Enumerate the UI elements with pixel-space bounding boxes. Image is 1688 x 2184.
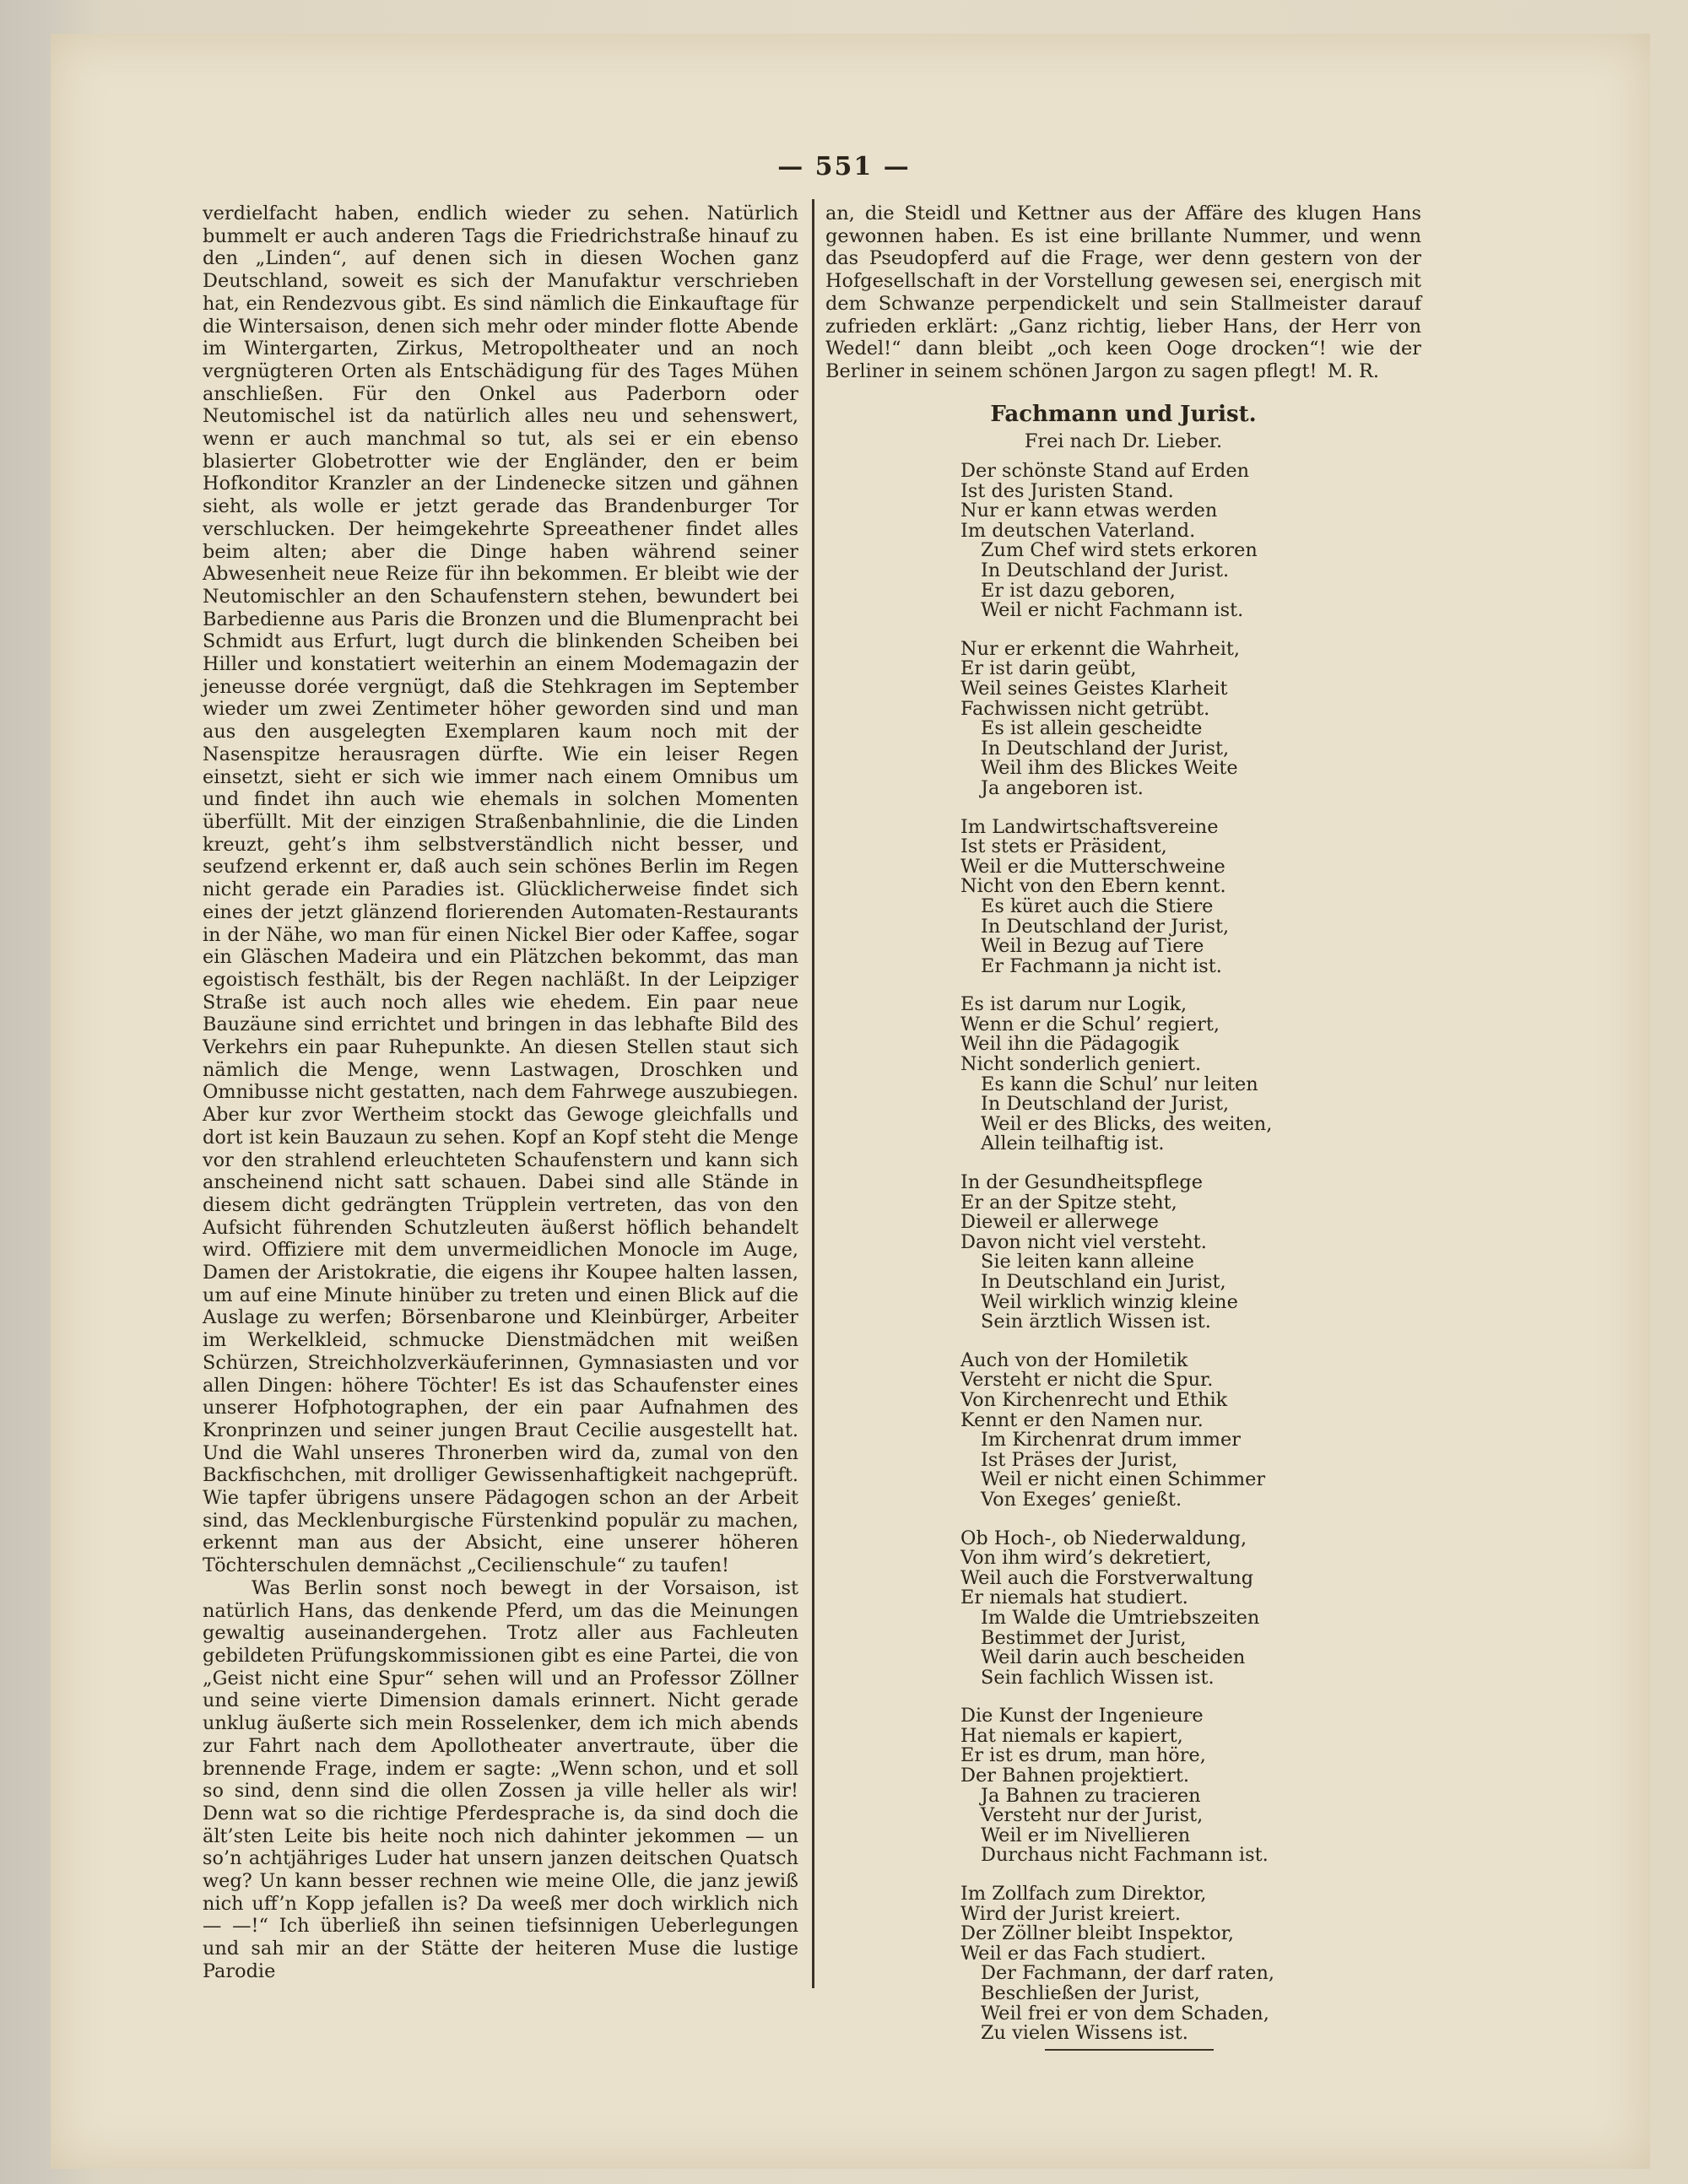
- poem-line: Ist Präses der Jurist,: [981, 1448, 1178, 1471]
- poem-stanza: [960, 462, 1421, 621]
- poem-line: Im Walde die Umtriebszeiten: [981, 1606, 1260, 1629]
- poem-line: Nur er kann etwas werden: [960, 500, 1218, 522]
- poem-line: Ist des Juristen Stand.: [960, 479, 1174, 502]
- poem-line: In Deutschland ein Jurist,: [981, 1271, 1226, 1294]
- poem-line: Dieweil er allerwege: [960, 1211, 1159, 1234]
- article-paragraph-1: verdielfacht haben, endlich wieder zu sehen. Natürlich bummelt er auch anderen Tags die Friedrichstraße hinauf zu den „Linden“, auf denen sich in diesen Wochen ganz Deutschland, soweit es sich der Manufaktur verschrieben hat, ein Rendezvous gibt. Es sind nämlich die Einkauftage für die Wintersaison, denen sich mehr oder minder flotte Abende im Wintergarten, Zirkus, Metropoltheater und an noch vergnügteren Orten als Entschädigung für des Tages Mühen anschließen. Für den Onkel aus Paderborn oder Neutomischel ist da natürlich alles neu und sehenswert, wenn er auch manchmal so tut, als sei er ein ebenso blasierter Globetrotter wie der Engländer, den er beim Hofkonditor Kranzler an der Lindenecke sitzen und gähnen sieht, als wolle er jetzt gerade das Brandenburger Tor verschlucken. Der heimgekehrte Spreeathener findet alles beim alten; aber die Dinge haben während seiner Abwesenheit neue Reize für ihn bekommen. Er bleibt wie der Neutomischler an den Schaufenstern stehen, bewundert bei Barbedienne aus Paris die Bronzen und die Blumenpracht bei Schmidt aus Erfurt, lugt durch die blinkenden Scheiben bei Hiller und konstatiert weiterhin an einem Modemagazin der jeneusse dorée vergnügt, daß die Stehkragen im September wieder um zwei Zentimeter höher geworden sind und man aus den ausgelegten Exemplaren kaum noch mit der Nasenspitze herausragen dürfte. Wie ein leiser Regen einsetzt, sieht er sich wie immer nach einem Omnibus um und findet ihn auch wie ehemals in solchen Momenten überfüllt. Mit der einzigen Straßenbahnlinie, die die Linden kreuzt, geht’s ihm selbstverständlich nicht besser, und seufzend erkennt er, daß auch sein schönes Berlin im Regen nicht gerade ein Paradies ist. Glücklicherweise findet sich eines der jetzt glänzend florierenden Automaten-Restaurants in der Nähe, wo man für einen Nickel Bier oder Kaffee, sogar ein Gläschen Madeira und ein Plätzchen bekommt, das man egoistisch festhält, bis der Regen nachläßt. In der Leipziger Straße ist auch noch alles wie ehedem. Ein paar neue Bauzäune sind errichtet und bringen in das lebhafte Bild des Verkehrs ein paar Ruhepunkte. An diesen Stellen staut sich nämlich die Menge, wenn Lastwagen, Droschken und Omnibusse nicht gestatten, nach dem Fahrwege auszubiegen. Aber kur zvor Wertheim stockt das Gewoge gleichfalls und dort ist kein Bauzaun zu sehen. Kopf an Kopf steht die Menge vor den strahlend erleuchteten Schaufenstern und kann sich anscheinend nicht satt schauen. Dabei sind alle Stände in diesem dicht gedrängten Trüpplein vertreten, das von den Aufsicht führenden Schutzleuten äußerst höflich behandelt wird. Offiziere mit dem unvermeidlichen Monocle im Auge, Damen der Aristokratie, die eigens ihr Koupee halten lassen, um auf eine Minute hinüber zu treten und einen Blick auf die Auslage zu werfen; Börsenbarone und Kleinbürger, Arbeiter im Werkelkleid, schmucke Dienstmädchen mit weißen Schürzen, Streichholzverkäuferinnen, Gymnasiasten und vor allen Dingen: höhere Töchter! Es ist das Schaufenster eines unserer Hofphotographen, der ein paar Aufnahmen des Kronprinzen und seiner jungen Braut Cecilie ausgestellt hat. Und die Wahl unseres Thronerben wird da, zumal von den Backfischchen, mit drolliger Gewissenhaftigkeit nachgeprüft. Wie tapfer übrigens unsere Pädagogen schon an der Arbeit sind, das Mecklenburgische Fürstenkind populär zu machen, erkennt man aus der Absicht, eine unserer höheren Töchterschulen demnächst „Cecilienschule“ zu taufen!: [203, 203, 798, 1577]
- poem-stanza: [960, 995, 1421, 1154]
- poem-line: Weil wirklich winzig kleine: [981, 1290, 1238, 1313]
- poem-line: Weil er des Blicks, des weiten,: [981, 1112, 1273, 1135]
- poem-line: Ob Hoch-, ob Niederwaldung,: [960, 1527, 1247, 1549]
- poem-line: In der Gesundheitspflege: [960, 1171, 1204, 1194]
- poem-line: Er ist es drum, man höre,: [960, 1744, 1206, 1767]
- poem-line: Fachwissen nicht getrübt.: [960, 697, 1210, 720]
- poem-line: Weil er nicht einen Schimmer: [981, 1468, 1266, 1491]
- poem-line: Sie leiten kann alleine: [981, 1251, 1194, 1273]
- poem-line: Es ist allein gescheidte: [981, 717, 1203, 740]
- poem-line: Ist stets er Präsident,: [960, 835, 1167, 858]
- poem-line: Hat niemals er kapiert,: [960, 1724, 1183, 1747]
- poem-line: In Deutschland der Jurist,: [981, 1093, 1230, 1116]
- poem-line: Er ist dazu geboren,: [981, 579, 1176, 602]
- page-number: — 551 —: [777, 152, 911, 181]
- poem-line: Weil darin auch bescheiden: [981, 1646, 1246, 1669]
- poem-stanza: [960, 1529, 1421, 1689]
- poem-line: Weil ihn die Pädagogik: [960, 1033, 1179, 1056]
- poem-line: Beschließen der Jurist,: [981, 1982, 1200, 2005]
- poem-line: Im deutschen Vaterland.: [960, 519, 1196, 542]
- poem-title: Fachmann und Jurist.: [990, 401, 1257, 427]
- poem-line: Weil ihm des Blickes Weite: [981, 757, 1238, 780]
- poem-line: Versteht er nicht die Spur.: [960, 1369, 1214, 1392]
- poem-line: Es ist darum nur Logik,: [960, 993, 1188, 1016]
- poem-line: Im Zollfach zum Direktor,: [960, 1883, 1207, 1906]
- poem-stanza: [960, 1884, 1421, 2044]
- poem-line: Der Fachmann, der darf raten,: [981, 1962, 1275, 1985]
- poem-line: Weil er nicht Fachmann ist.: [981, 599, 1244, 622]
- poem-line: Nur er erkennt die Wahrheit,: [960, 637, 1240, 660]
- poem-line: Weil er die Mutterschweine: [960, 855, 1225, 878]
- poem-line: Der Zöllner bleibt Inspektor,: [960, 1922, 1234, 1945]
- poem-subtitle: Frei nach Dr. Lieber.: [1024, 430, 1223, 453]
- poem-line: Wird der Jurist kreiert.: [960, 1902, 1181, 1925]
- poem-stanza: [960, 1351, 1421, 1511]
- poem-stanza: [960, 815, 1421, 977]
- poem-line: Weil seines Geistes Klarheit: [960, 677, 1228, 700]
- poem-line: Es kann die Schul’ nur leiten: [981, 1073, 1258, 1095]
- article-paragraph-2: Was Berlin sonst noch bewegt in der Vorsaison, ist natürlich Hans, das denkende Pferd, um das die Meinungen gewaltig auseinandergehen. Trotz aller aus Fachleuten gebildeten Prüfungskommissionen gibt es eine Partei, die von „Geist nicht eine Spur“ sehen will und an Professor Zöllner und seine vierte Dimension damals erinnert. Nicht gerade unklug äußerte sich mein Rosselenker, dem ich mich abends zur Fahrt nach dem Apollotheater anvertraute, über die brennende Frage, indem er sagte: „Wenn schon, und et soll so sind, denn sind die ollen Zossen ja ville heller als wir! Denn wat so die richtige Pferdesprache is, da sind doch die ält’sten Leite bis heite noch nich dahinter jekommen — un so’n achtjähriges Luder hat unsern janzen deitschen Quatsch weg? Un kann besser rechnen wie meine Olle, die janz jewiß nich uff’n Kopp jefallen is? Da weeß mer doch wirklich nich — —!“ Ich überließ ihn seinen tiefsinnigen Ueberlegungen und sah mir an der Stätte der heiteren Muse die lustige Parodie: [203, 1576, 798, 1982]
- poem-line: Er ist darin geübt,: [960, 657, 1137, 680]
- poem-line: Weil auch die Forstverwaltung: [960, 1566, 1254, 1589]
- poem-line: Von Kirchenrecht und Ethik: [960, 1388, 1228, 1411]
- poem-stanza: [960, 637, 1421, 799]
- poem-line: Zum Chef wird stets erkoren: [981, 539, 1258, 562]
- poem-line: In Deutschland der Jurist,: [981, 915, 1230, 938]
- poem-line: Kennt er den Namen nur.: [960, 1408, 1204, 1431]
- poem-line: In Deutschland der Jurist.: [981, 560, 1230, 582]
- poem-line: Nicht von den Ebern kennt.: [960, 875, 1226, 898]
- left-column: [203, 203, 798, 1983]
- poem-stanza: [960, 1706, 1421, 1866]
- poem-line: Er an der Spitze steht,: [960, 1191, 1177, 1214]
- poem-line: Auch von der Homiletik: [960, 1349, 1188, 1371]
- author-signature: M. R.: [1327, 359, 1379, 382]
- poem-line: Bestimmet der Jurist,: [981, 1626, 1187, 1649]
- poem-line: Von Exeges’ genießt.: [981, 1488, 1182, 1511]
- poem-line: Er Fachmann ja nicht ist.: [981, 954, 1222, 977]
- poem-line: Der schönste Stand auf Erden: [960, 460, 1250, 483]
- poem-line: Die Kunst der Ingenieure: [960, 1705, 1204, 1727]
- poem-line: Ja Bahnen zu tracieren: [981, 1784, 1201, 1807]
- column-divider: [812, 199, 814, 1988]
- poem-line: Wenn er die Schul’ regiert,: [960, 1013, 1220, 1035]
- poem-line: Der Bahnen projektiert.: [960, 1765, 1189, 1787]
- poem-line: Versteht nur der Jurist,: [981, 1804, 1204, 1827]
- poem-line: Von ihm wird’s dekretiert,: [960, 1547, 1212, 1570]
- article-continuation: an, die Steidl und Kettner aus der Affäre des klugen Hans gewonnen haben. Es ist eine brillante Nummer, und wenn das Pseudopferd auf die Frage, wer denn gestern von der Hofgesellschaft in der Vorstellung gewesen sei, energisch mit dem Schwanze perpendickelt und sein Stallmeister darauf zufrieden erklärt: „Ganz richtig, lieber Hans, der Herr von Wedel!“ dann bleibt „och keen Ooge drocken“! wie der Berliner in seinem schönen Jargon zu sagen pflegt!: [825, 203, 1421, 382]
- poem-line: Er niemals hat studiert.: [960, 1587, 1188, 1609]
- end-rule: [1045, 2049, 1214, 2051]
- poem-body: [825, 462, 1421, 2044]
- poem-line: Weil frei er von dem Schaden,: [981, 2002, 1269, 2025]
- poem-line: Davon nicht viel versteht.: [960, 1230, 1207, 1253]
- poem-line: Im Kirchenrat drum immer: [981, 1429, 1241, 1451]
- poem-line: Sein fachlich Wissen ist.: [981, 1666, 1215, 1689]
- poem-line: Allein teilhaftig ist.: [981, 1133, 1165, 1155]
- right-column: [825, 203, 1421, 2051]
- poem-line: Es küret auch die Stiere: [981, 895, 1214, 917]
- poem-line: Zu vielen Wissens ist.: [981, 2022, 1188, 2045]
- poem-line: Weil er das Fach studiert.: [960, 1942, 1207, 1965]
- poem-line: In Deutschland der Jurist,: [981, 737, 1230, 760]
- poem-stanza: [960, 1173, 1421, 1333]
- poem-line: Weil in Bezug auf Tiere: [981, 935, 1204, 958]
- poem-line: Ja angeboren ist.: [981, 776, 1144, 799]
- poem-line: Durchaus nicht Fachmann ist.: [981, 1844, 1269, 1867]
- poem-line: Sein ärztlich Wissen ist.: [981, 1311, 1211, 1333]
- poem-line: Weil er im Nivellieren: [981, 1824, 1191, 1846]
- poem-line: Nicht sonderlich geniert.: [960, 1053, 1202, 1076]
- poem-line: Im Landwirtschaftsvereine: [960, 815, 1219, 838]
